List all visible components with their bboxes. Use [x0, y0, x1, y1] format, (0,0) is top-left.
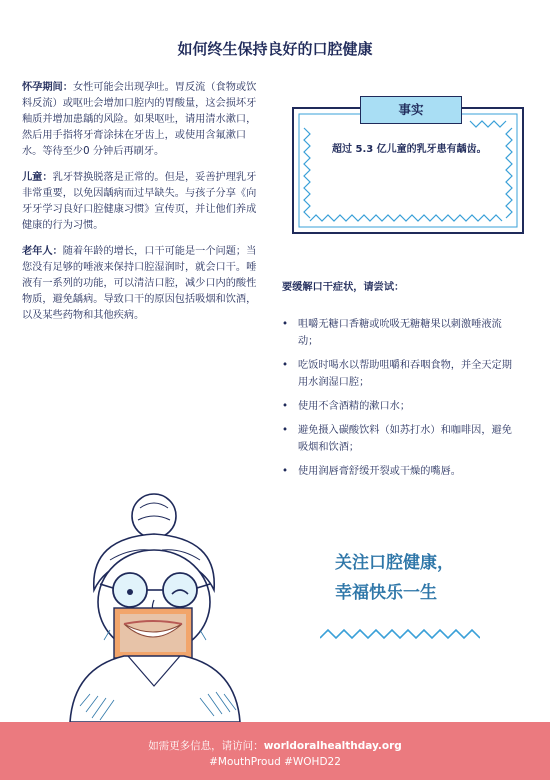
tips-title: 要缓解口干症状，请尝试：	[282, 282, 405, 293]
section-children	[22, 170, 262, 234]
list-item: • 咀嚼无糖口香糖或吮吸无糖糖果以刺激唾液流动；	[282, 316, 522, 350]
section-pregnancy	[22, 80, 262, 160]
grandmother-smile-illustration	[50, 490, 260, 722]
slogan-line: 幸福快乐一生	[335, 583, 437, 603]
section-label: 老年人：	[22, 246, 63, 257]
list-item: • 使用不含酒精的漱口水；	[282, 398, 522, 415]
wave-divider	[320, 626, 480, 642]
list-item: • 使用润唇膏舒缓开裂或干燥的嘴唇。	[282, 463, 522, 480]
life-stage-sections	[22, 80, 262, 334]
section-label: 儿童：	[22, 172, 53, 183]
section-label: 怀孕期间：	[22, 82, 73, 93]
footer-info	[0, 738, 550, 753]
bullet: •	[282, 360, 289, 371]
slogan-line: 关注口腔健康，	[335, 553, 454, 573]
section-text: 女性可能会出现孕吐。胃反流（食物或饮料反流）或呕吐会增加口腔内的胃酸量，这会损坏牙釉质并增加患龋的风险。如果呕吐，请用清水漱口，然后用手指将牙膏涂抹在牙齿上，或使用含氟漱口水。等待至少0 分钟后再刷牙。	[22, 82, 257, 157]
fact-box	[290, 88, 526, 236]
bullet: •	[282, 401, 289, 412]
footer	[0, 722, 550, 780]
section-text: 乳牙替换脱落是正常的。但是，妥善护理乳牙非常重要，以免因龋病而过早缺失。与孩子分享《向牙牙学习良好口腔健康习惯》宣传页，并让他们养成健康的行为习惯。	[22, 172, 257, 231]
section-elderly	[22, 244, 262, 324]
bullet: •	[282, 319, 289, 330]
bullet: •	[282, 466, 289, 477]
tips-list	[282, 316, 522, 487]
fact-tab: 事实	[360, 96, 462, 124]
slogan	[335, 548, 454, 608]
list-item: • 吃饭时喝水以帮助咀嚼和吞咽食物，并全天定期用水润湿口腔；	[282, 357, 522, 391]
section-text: 随着年龄的增长，口干可能是一个问题；当您没有足够的唾液来保持口腔湿润时，就会口干。唾液有一系列的功能，可以清洁口腔，减少口内的酸性物质，避免龋病。导致口干的原因包括吸烟和饮酒，以及某些药物和其他疾病。	[22, 246, 257, 321]
page-title: 如何终生保持良好的口腔健康	[177, 40, 373, 58]
bullet: •	[282, 425, 289, 436]
footer-url[interactable]: worldoralhealthday.org	[263, 740, 402, 752]
list-item: • 避免摄入碳酸饮料（如苏打水）和咖啡因，避免吸烟和饮酒；	[282, 422, 522, 456]
fact-text: 超过 5.3 亿儿童的乳牙患有龋齿。	[332, 144, 487, 155]
footer-hashtags: #MouthProud #WOHD22	[209, 756, 341, 768]
footer-prefix: 如需更多信息，请访问：	[148, 740, 264, 752]
